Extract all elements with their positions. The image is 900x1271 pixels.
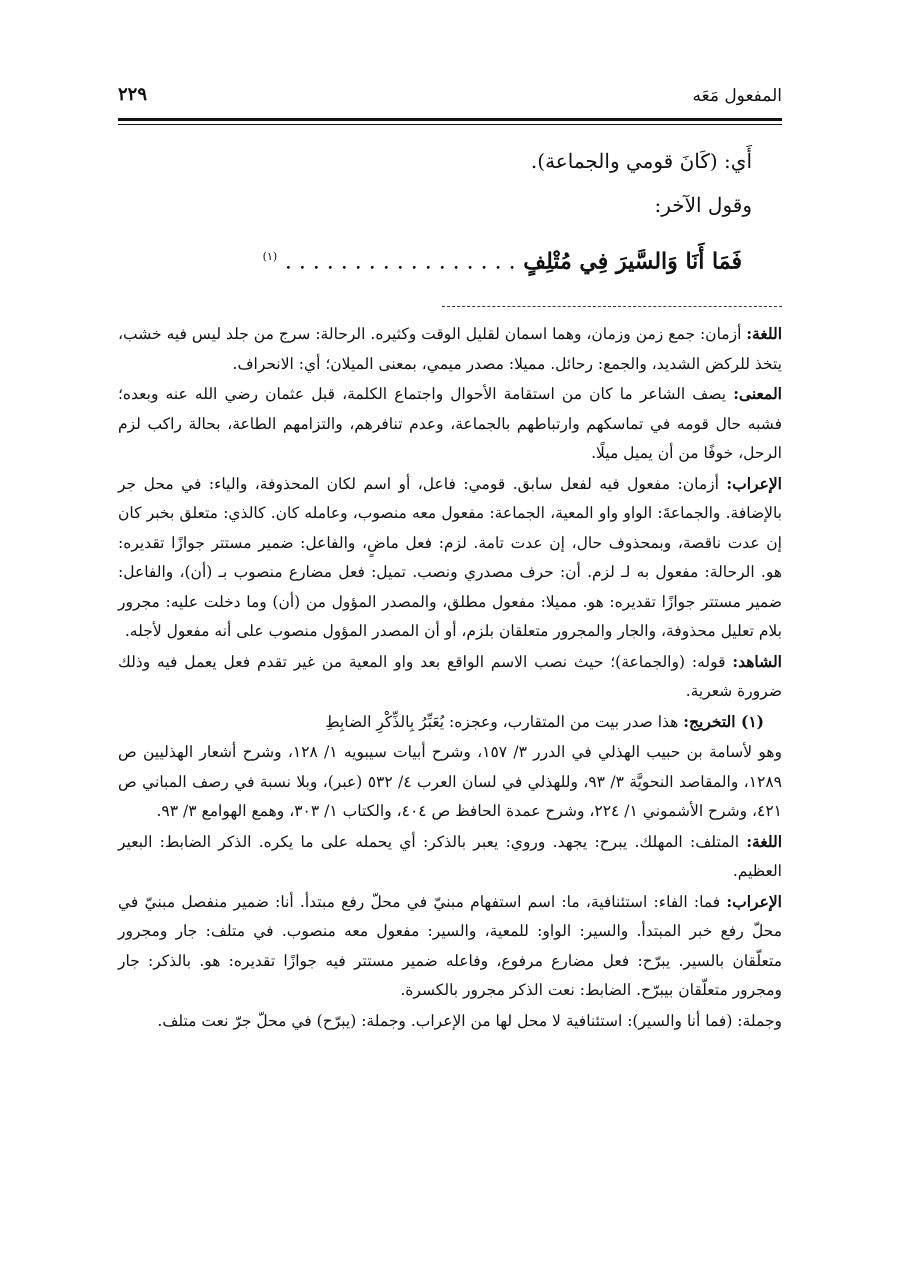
note-text: وجملة: (فما أنا والسير): استئنافية لا محل لها من الإعراب. وجملة: (يبرّح) في محلّ جرّ نعت متلف. [157,1011,782,1030]
note-label: المعنى: [733,384,782,404]
note-paragraph [118,319,782,379]
verse-text: فَمَا أَنَا وَالسَّيرَ فِي مُتْلِفٍ [523,248,742,275]
note-text: المتلف: المهلك. يبرح: يجهد. وروي: يعبر بالذكر: أي يحمله على ما يكره. الذكر الضابط: البعير العظيم. [118,832,782,881]
note-text: أزمان: جمع زمن وزمان، وهما اسمان لقليل الوقت وكثيره. الرحالة: سرج من جلد ليس فيه خشب، يتخذ للركض الشديد، والجمع: رحائل. مميلا: مصدر ميمي، بمعنى الميلان؛ أي: الانحراف. [118,325,782,373]
note-label: الشاهد: [732,651,782,671]
note-text: يصف الشاعر ما كان من استقامة الأحوال واجتماع الكلمة، قبل عثمان رضي الله عنه وبعده؛ فشبه حال قومه في تماسكهم وارتباطهم بالجماعة، وعدم تنافرهم، والتزامهم الطاعة، بحالة راكب لزم الرحل، خوفًا من أن يميل ميلًا. [118,385,782,463]
verse-line [118,235,782,284]
verse-ellipsis: . . . . . . . . . . . . . . . . . [284,249,516,275]
note-label: اللغة: [746,324,782,344]
note-paragraph [118,827,782,887]
footnotes [118,319,782,1036]
note-text: وهو لأسامة بن حبيب الهذلي في الدرر ٣/ ١٥٧، وشرح أبيات سيبويه ١/ ١٢٨، وشرح أشعار الهذليين ص ١٢٨٩، والمقاصد النحويَّة ٣/ ٩٣، وللهذلي في لسان العرب ٤/ ٥٣٢ (عبر)، وبلا نسبة في رصف المباني ص ٤٢١، وشرح الأشموني ١/ ٢٢٤، وشرح عمدة الحافظ ص ٤٠٤، والكتاب ١/ ٣٠٣، وهمع الهوامع ٣/ ٩٣. [118,743,782,821]
note-label: اللغة: [746,831,782,851]
note-paragraph [118,887,782,1006]
note-label: (١) التخريج: [683,711,764,731]
page-header [118,82,782,116]
main-text [118,139,782,284]
note-text: فما: الفاء: استئنافية، ما: اسم استفهام مبنيّ في محلّ رفع مبتدأ. أنا: ضمير منفصل مبنيّ في محلّ رفع خبر المبتدأ. والسير: الواو: للمعية، والسير: مفعول معه منصوب. في متلف: جار ومجرور متعلّقان بالسير. يبرّح: فعل مضارع مرفوع، وفاعله ضمير مستتر فيه جوازًا تقديره: هو. بالذكر: جار ومجرور متعلّقان بيبرّح. الضابط: نعت الذكر مجرور بالكسرة. [118,892,782,1000]
note-paragraph [118,469,782,647]
footnote-ref: (١) [262,250,278,263]
note-paragraph [118,737,782,827]
main-line-1: أَي: (كَانَ قومي والجماعة). [530,149,752,173]
note-text: أزمان: مفعول فيه لفعل سابق. قومي: فاعل، أو اسم لكان المحذوفة، والياء: في محل جر بالإضافة. والجماعةَ: الواو واو المعية، الجماعة: مفعول معه منصوب، وعامله كان. كالذي: متعلق بخبر كان إن عدت ناقصة، وبمحذوف حال، إن عدت تامة. لزم: فعل ماضٍ، والفاعل: ضمير مستتر جوازًا تقديره: هو. الرحالة: مفعول به لـ لزم. أن: حرف مصدري ونصب. تميل: فعل مضارع منصوب بـ (أن)، والفاعل: ضمير مستتر جوازًا تقديره: هو. مميلا: مفعول مطلق، والمصدر المؤول من (أن) وما دخلت عليه: مجرور بلام تعليل محذوفة، والجار والمجرور متعلقان بلزم، أو أن المصدر المؤول منصوب على أنه مفعول لأجله. [118,474,782,641]
note-label: الإعراب: [726,891,782,911]
header-rule-thick [118,118,782,121]
note-label: الإعراب: [726,473,782,493]
note-text: هذا صدر بيت من المتقارب، وعجزه: يُعَبِّرُ بِالذِّكْرِ الضابِطِ [325,712,684,731]
note-paragraph [118,379,782,469]
book-page [118,82,782,1036]
note-paragraph [118,1006,782,1037]
page-number: ٢٢٩ [118,84,148,105]
note-paragraph [118,647,782,707]
note-paragraph [118,707,782,738]
chapter-title: المفعول مَعَه [692,86,782,106]
note-text: قوله: (والجماعة)؛ حيث نصب الاسم الواقع بعد واو المعية من غير تقدم فعل يعمل فيه وذلك ضرورة شعرية. [118,652,782,701]
main-line-2: وقول الآخر: [654,193,752,217]
header-rule-thin [118,124,782,125]
footnote-separator [442,306,782,307]
